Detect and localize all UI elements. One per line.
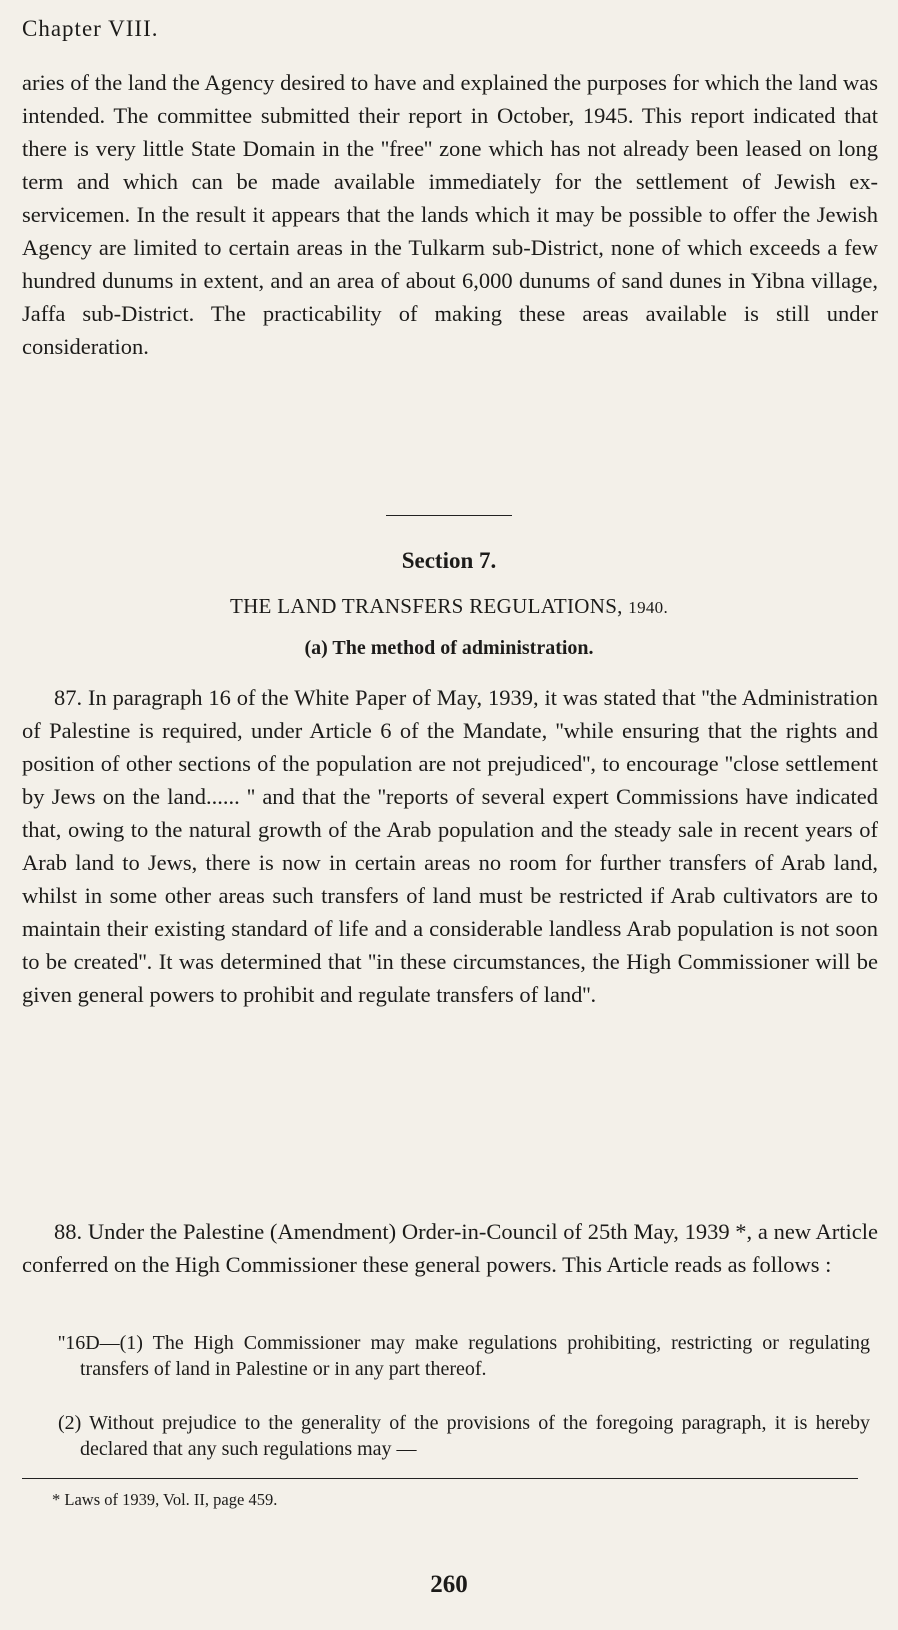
paragraph-88: 88. Under the Palestine (Amendment) Order-in-Council of 25th May, 1939 *, a new Article conferred on the High Commissioner these general powers. This Article reads as follows :: [22, 1219, 878, 1277]
section-method-heading: (a) The method of administration.: [304, 637, 594, 659]
paragraph-87: 87. In paragraph 16 of the White Paper of May, 1939, it was stated that ''the Administration of Palestine is required, under Article 6 of the Mandate, ''while ensuring that the rights and position of other sections of the population are not prejudiced'', to encourage ''close settlement by Jews on the land...... '' and that the ''reports of several expert Commissions have indicated that, owing to the natural growth of the Arab population and the steady sale in recent years of Arab land to Jews, there is now in certain areas no room for further transfers of Arab land, whilst in some other areas such transfers of land must be restricted if Arab cultivators are to maintain their existing standard of life and a considerable landless Arab population is not soon to be created''. It was determined that ''in these circumstances, the High Commissioner will be given general powers to prohibit and regulate transfers of land''.: [22, 685, 878, 1007]
chapter-heading: Chapter VIII.: [22, 16, 159, 41]
section-subtitle: [0, 594, 898, 619]
section-title: Section 7.: [401, 548, 497, 573]
section-divider: [386, 515, 512, 516]
quoted-article-clause-1: [58, 1330, 870, 1382]
section-subtitle-text: THE LAND TRANSFERS REGULATIONS,: [229, 594, 623, 618]
page-number: 260: [430, 1571, 468, 1598]
footnote: * Laws of 1939, Vol. II, page 459.: [52, 1490, 278, 1509]
quoted-article-clause-2: [58, 1410, 870, 1462]
paragraph-intro: aries of the land the Agency desired to have and explained the purposes for which the land was intended. The committee submitted their report in October, 1945. This report indicated that there is very little State Domain in the ''free'' zone which has not already been leased on long term and which can be made available immediately for the settlement of Jewish ex-servicemen. In the result it appears that the lands which it may be possible to offer the Jewish Agency are limited to certain areas in the Tulkarm sub-District, none of which exceeds a few hundred dunums in extent, and an area of about 6,000 dunums of sand dunes in Yibna village, Jaffa sub-District. The practicability of making these areas available is still under consideration.: [22, 70, 878, 359]
footnote-divider: [22, 1478, 858, 1479]
quoted-article-clause-1-text: ''16D—(1) The High Commissioner may make regulations prohibiting, restricting or regulating transfers of land in Palestine or in any part thereof.: [58, 1332, 870, 1380]
quoted-article-clause-2-text: (2) Without prejudice to the generality of the provisions of the foregoing paragraph, it is hereby declared that any such regulations may —: [58, 1412, 870, 1460]
section-subtitle-year: 1940.: [628, 598, 669, 617]
